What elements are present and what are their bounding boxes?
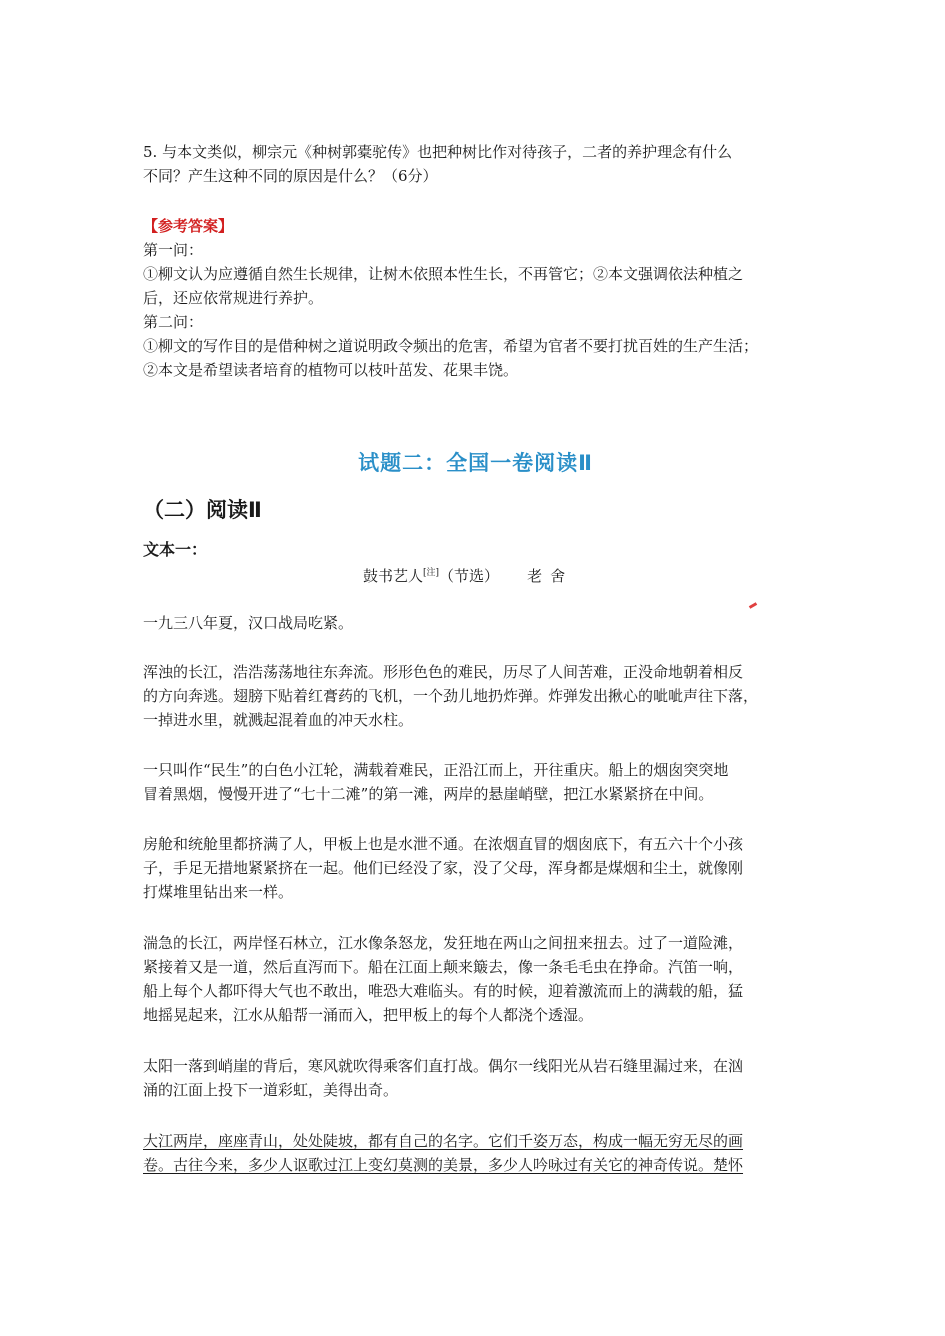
paragraph-line: 冒着黑烟，慢慢开进了“七十二滩”的第一滩，两岸的悬崖峭壁，把江水紧紧挤在中间。 <box>143 785 714 803</box>
paragraph-line: 地摇晃起来，江水从船帮一涌而入，把甲板上的每个人都浇个透湿。 <box>143 1006 594 1024</box>
paragraph <box>143 758 728 806</box>
paragraph-line: 船上每个人都吓得大气也不敢出，唯恐大难临头。有的时候，迎着激流而上的满载的船，猛 <box>143 982 744 1000</box>
paragraph-line: 卷。古往今来，多少人讴歌过江上变幻莫测的美景，多少人吟咏过有关它的神奇传说。楚怀 <box>143 1156 744 1174</box>
article-title-text: 鼓书艺人 <box>363 567 424 585</box>
paragraph-line: 浑浊的长江，浩浩荡荡地往东奔流。形形色色的难民，历尽了人间苦难，正没命地朝着相反 <box>143 663 744 681</box>
sub-heading: （二）阅读Ⅱ <box>143 498 262 522</box>
article-author: 老舍 <box>527 567 574 585</box>
article-title-suffix: （节选） <box>439 567 500 585</box>
red-mark <box>749 602 757 609</box>
paragraph-line: 太阳一落到峭崖的背后，寒风就吹得乘客们直打战。偶尔一线阳光从岩石缝里漏过来，在汹 <box>143 1057 744 1075</box>
question-line: 5. 与本文类似，柳宗元《种树郭橐驼传》也把种树比作对待孩子，二者的养护理念有什么 <box>143 143 733 161</box>
answer-line: ①柳文的写作目的是借种树之道说明政令频出的危害，希望为官者不要打扰百姓的生产生活； <box>143 337 759 355</box>
paragraph <box>143 611 353 635</box>
reference-answer <box>143 238 758 382</box>
paragraph-line: 湍急的长江，两岸怪石林立，江水像条怒龙，发狂地在两山之间扭来扭去。过了一道险滩， <box>143 934 744 952</box>
paragraph <box>143 832 743 904</box>
question-line: 不同？产生这种不同的原因是什么？（6分） <box>143 167 438 185</box>
text-label: 文本一： <box>143 540 208 559</box>
footnote-marker[interactable]: [注] <box>423 568 440 578</box>
question-5 <box>143 140 732 188</box>
paragraph-line: 房舱和统舱里都挤满了人，甲板上也是水泄不通。在浓烟直冒的烟囱底下，有五六十个小孩 <box>143 835 744 853</box>
answer-line: 第二问： <box>143 313 204 331</box>
underlined-paragraph <box>143 1129 743 1177</box>
paragraph-line: 子，手足无措地紧紧挤在一起。他们已经没了家，没了父母，浑身都是煤烟和尘土，就像刚 <box>143 859 744 877</box>
paragraph <box>143 660 758 732</box>
answer-line: ①柳文认为应遵循自然生长规律，让树木依照本性生长，不再管它；②本文强调依法种植之 <box>143 265 744 283</box>
paragraph-line: 大江两岸，座座青山，处处陡坡，都有自己的名字。它们千姿万态，构成一幅无穷无尽的画 <box>143 1132 744 1150</box>
paragraph-line: 打煤堆里钻出来一样。 <box>143 883 294 901</box>
answer-line: ②本文是希望读者培育的植物可以枝叶茁发、花果丰饶。 <box>143 361 519 379</box>
paragraph-line: 一九三八年夏，汉口战局吃紧。 <box>143 614 354 632</box>
answer-line: 后，还应依常规进行养护。 <box>143 289 324 307</box>
paragraph <box>143 931 743 1027</box>
paragraph-line: 一掉进水里，就溅起混着血的冲天水柱。 <box>143 711 414 729</box>
paragraph-line: 一只叫作“民生”的白色小江轮，满载着难民，正沿江而上，开往重庆。船上的烟囱突突地 <box>143 761 729 779</box>
answer-line: 第一问： <box>143 241 204 259</box>
section-title: 试题二：全国一卷阅读Ⅱ <box>358 451 593 475</box>
paragraph-line: 的方向奔逃。翅膀下贴着红膏药的飞机，一个劲儿地扔炸弹。炸弹发出揪心的呲呲声往下落， <box>143 687 759 705</box>
paragraph <box>143 1054 743 1102</box>
article-title <box>363 561 573 588</box>
paragraph-line: 紧接着又是一道，然后直泻而下。船在江面上颠来簸去，像一条毛毛虫在挣命。汽笛一响， <box>143 958 744 976</box>
reference-answer-heading: 【参考答案】 <box>143 217 234 235</box>
paragraph-line: 涌的江面上投下一道彩虹，美得出奇。 <box>143 1081 399 1099</box>
